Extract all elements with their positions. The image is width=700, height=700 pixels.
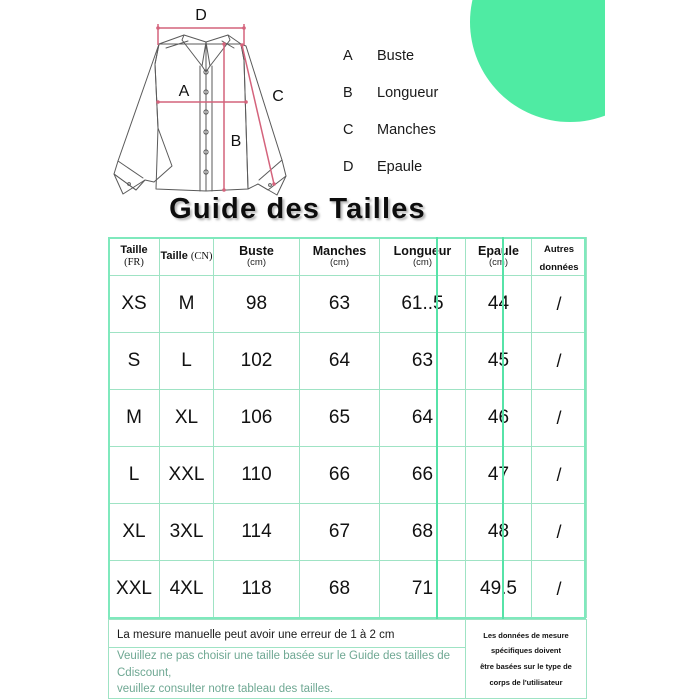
- footer-row-top: [109, 620, 587, 648]
- cell-value: 3XL: [169, 521, 204, 542]
- legend-key: A: [343, 48, 353, 64]
- header-unit: (cm): [413, 257, 432, 269]
- measurement-legend: [343, 48, 523, 196]
- footer-tolerance-text: La mesure manuelle peut avoir une erreur de 1 à 2 cm: [117, 628, 395, 641]
- cell-taille-cn: [160, 561, 214, 618]
- cell-value: 44: [487, 293, 510, 314]
- cell-buste: [214, 333, 300, 390]
- cell-autres: [532, 333, 587, 390]
- cell-buste: [214, 390, 300, 447]
- cell-manches: [300, 276, 380, 333]
- legend-label: Longueur: [377, 85, 439, 101]
- cell-value: /: [556, 464, 562, 485]
- cell-buste: [214, 447, 300, 504]
- cell-epaule: [466, 561, 532, 618]
- cell-value: 68: [328, 578, 351, 599]
- cell-longueur: [380, 504, 466, 561]
- col-header-taille-cn: [160, 238, 214, 276]
- legend-label: Epaule: [377, 159, 423, 175]
- cell-taille-cn: [160, 390, 214, 447]
- footer-notes: [108, 619, 586, 695]
- cell-taille-fr: [109, 276, 160, 333]
- cell-taille-cn: [160, 276, 214, 333]
- header-text: Epaule: [478, 244, 519, 259]
- cell-value: 65: [328, 407, 351, 428]
- cell-value: 118: [241, 578, 272, 599]
- white-panel-mask: [605, 0, 700, 700]
- cell-value: 106: [240, 407, 273, 428]
- cell-value: 61..5: [401, 293, 444, 314]
- legend-key: D: [343, 159, 354, 175]
- footer-right-line2: être basées sur le type de corps de l'utilisateur: [480, 662, 572, 687]
- cell-epaule: [466, 390, 532, 447]
- cell-value: XL: [174, 407, 199, 428]
- cell-longueur: [380, 333, 466, 390]
- cell-value: /: [556, 407, 562, 428]
- size-table: [108, 237, 587, 618]
- cell-value: 64: [411, 407, 434, 428]
- cell-manches: [300, 447, 380, 504]
- cell-taille-fr: [109, 561, 160, 618]
- cell-taille-fr: [109, 390, 160, 447]
- cell-epaule: [466, 276, 532, 333]
- legend-item-a: [343, 48, 523, 85]
- cell-value: 102: [240, 350, 273, 371]
- col-header-taille-fr: [109, 238, 160, 276]
- cell-value: 114: [241, 521, 272, 542]
- header-unit: (cm): [330, 257, 349, 269]
- marker-label-B: B: [230, 133, 242, 150]
- cell-value: M: [126, 407, 142, 428]
- table-row: [109, 447, 587, 504]
- legend-label: Manches: [377, 122, 436, 138]
- cell-value: 71: [411, 578, 434, 599]
- cell-value: 49.5: [480, 578, 517, 599]
- footer-cell-tolerance: [109, 620, 466, 648]
- cell-value: 66: [328, 464, 351, 485]
- footer-advice-line2: veuillez consulter notre tableau des tailles.: [117, 683, 334, 696]
- header-text: Taille: [120, 243, 148, 256]
- header-text: Manches: [312, 244, 367, 259]
- cell-value: 46: [487, 407, 510, 428]
- legend-key: C: [343, 122, 354, 138]
- cell-value: XXL: [168, 464, 205, 485]
- table-row: [109, 561, 587, 618]
- cell-value: XS: [121, 293, 147, 314]
- cell-value: 47: [487, 464, 510, 485]
- header-text: Autres données: [539, 243, 579, 273]
- header-paren: (CN): [190, 250, 213, 262]
- cell-epaule: [466, 504, 532, 561]
- cell-value: L: [181, 350, 192, 371]
- cell-taille-cn: [160, 333, 214, 390]
- cell-value: 98: [245, 293, 268, 314]
- header-unit: (cm): [247, 257, 266, 269]
- footer-cell-right-note: [466, 620, 587, 699]
- cell-taille-fr: [109, 333, 160, 390]
- cell-value: 63: [328, 293, 351, 314]
- col-header-autres-donnees: [532, 238, 587, 276]
- cell-buste: [214, 276, 300, 333]
- cell-manches: [300, 504, 380, 561]
- header-unit: (cm): [489, 257, 508, 269]
- cell-value: 110: [241, 464, 272, 485]
- cell-value: M: [178, 293, 195, 314]
- cell-value: XL: [122, 521, 146, 542]
- cell-autres: [532, 447, 587, 504]
- cell-longueur: [380, 561, 466, 618]
- cell-autres: [532, 390, 587, 447]
- table-row: [109, 333, 587, 390]
- legend-key: B: [343, 85, 353, 101]
- cell-value: /: [556, 293, 562, 314]
- marker-label-C: C: [272, 88, 284, 105]
- cell-value: XXL: [116, 578, 152, 599]
- cell-manches: [300, 333, 380, 390]
- table-row: [109, 504, 587, 561]
- cell-longueur: [380, 390, 466, 447]
- cell-epaule: [466, 447, 532, 504]
- cell-buste: [214, 504, 300, 561]
- legend-item-d: [343, 159, 523, 196]
- table-row: [109, 390, 587, 447]
- cell-longueur: [380, 447, 466, 504]
- legend-item-b: [343, 85, 523, 122]
- cell-value: 48: [487, 521, 510, 542]
- size-table-body: [109, 276, 587, 618]
- footer-cell-advice: [109, 648, 466, 699]
- footer-table: [108, 619, 587, 699]
- cell-value: 63: [411, 350, 434, 371]
- footer-right-line1: Les données de mesure spécifiques doivent: [483, 630, 569, 656]
- col-header-longueur: [380, 238, 466, 276]
- header-text: Longueur: [393, 244, 452, 259]
- header-text: Taille: [160, 249, 188, 262]
- shirt-measurement-diagram: [96, 4, 301, 204]
- cell-autres: [532, 276, 587, 333]
- legend-label: Buste: [377, 48, 415, 64]
- size-table-container: [108, 237, 586, 618]
- cell-taille-cn: [160, 447, 214, 504]
- cell-taille-cn: [160, 504, 214, 561]
- cell-autres: [532, 561, 587, 618]
- cell-value: 45: [487, 350, 510, 371]
- cell-value: 66: [411, 464, 434, 485]
- header-paren: (FR): [124, 257, 144, 269]
- page-title: Guide des Tailles: [169, 193, 426, 225]
- cell-value: /: [556, 521, 562, 542]
- cell-autres: [532, 504, 587, 561]
- cell-value: /: [556, 350, 562, 371]
- footer-advice-line1: Veuillez ne pas choisir une taille basée sur le Guide des tailles de Cdiscount,: [117, 650, 451, 679]
- cell-value: /: [556, 578, 562, 599]
- cell-value: L: [128, 464, 140, 485]
- marker-label-D: D: [195, 7, 207, 24]
- table-row: [109, 276, 587, 333]
- legend-item-c: [343, 122, 523, 159]
- marker-label-A: A: [178, 83, 190, 100]
- cell-value: 67: [328, 521, 351, 542]
- size-table-head: [109, 238, 587, 276]
- cell-epaule: [466, 333, 532, 390]
- cell-longueur: [380, 276, 466, 333]
- col-header-manches: [300, 238, 380, 276]
- cell-value: 68: [411, 521, 434, 542]
- header-row: [109, 238, 587, 276]
- cell-value: 64: [328, 350, 351, 371]
- cell-manches: [300, 390, 380, 447]
- col-header-epaule: [466, 238, 532, 276]
- cell-taille-fr: [109, 504, 160, 561]
- cell-buste: [214, 561, 300, 618]
- header-text: Buste: [239, 244, 274, 259]
- cell-value: 4XL: [169, 578, 204, 599]
- cell-manches: [300, 561, 380, 618]
- col-header-buste: [214, 238, 300, 276]
- cell-taille-fr: [109, 447, 160, 504]
- cell-value: S: [127, 350, 141, 371]
